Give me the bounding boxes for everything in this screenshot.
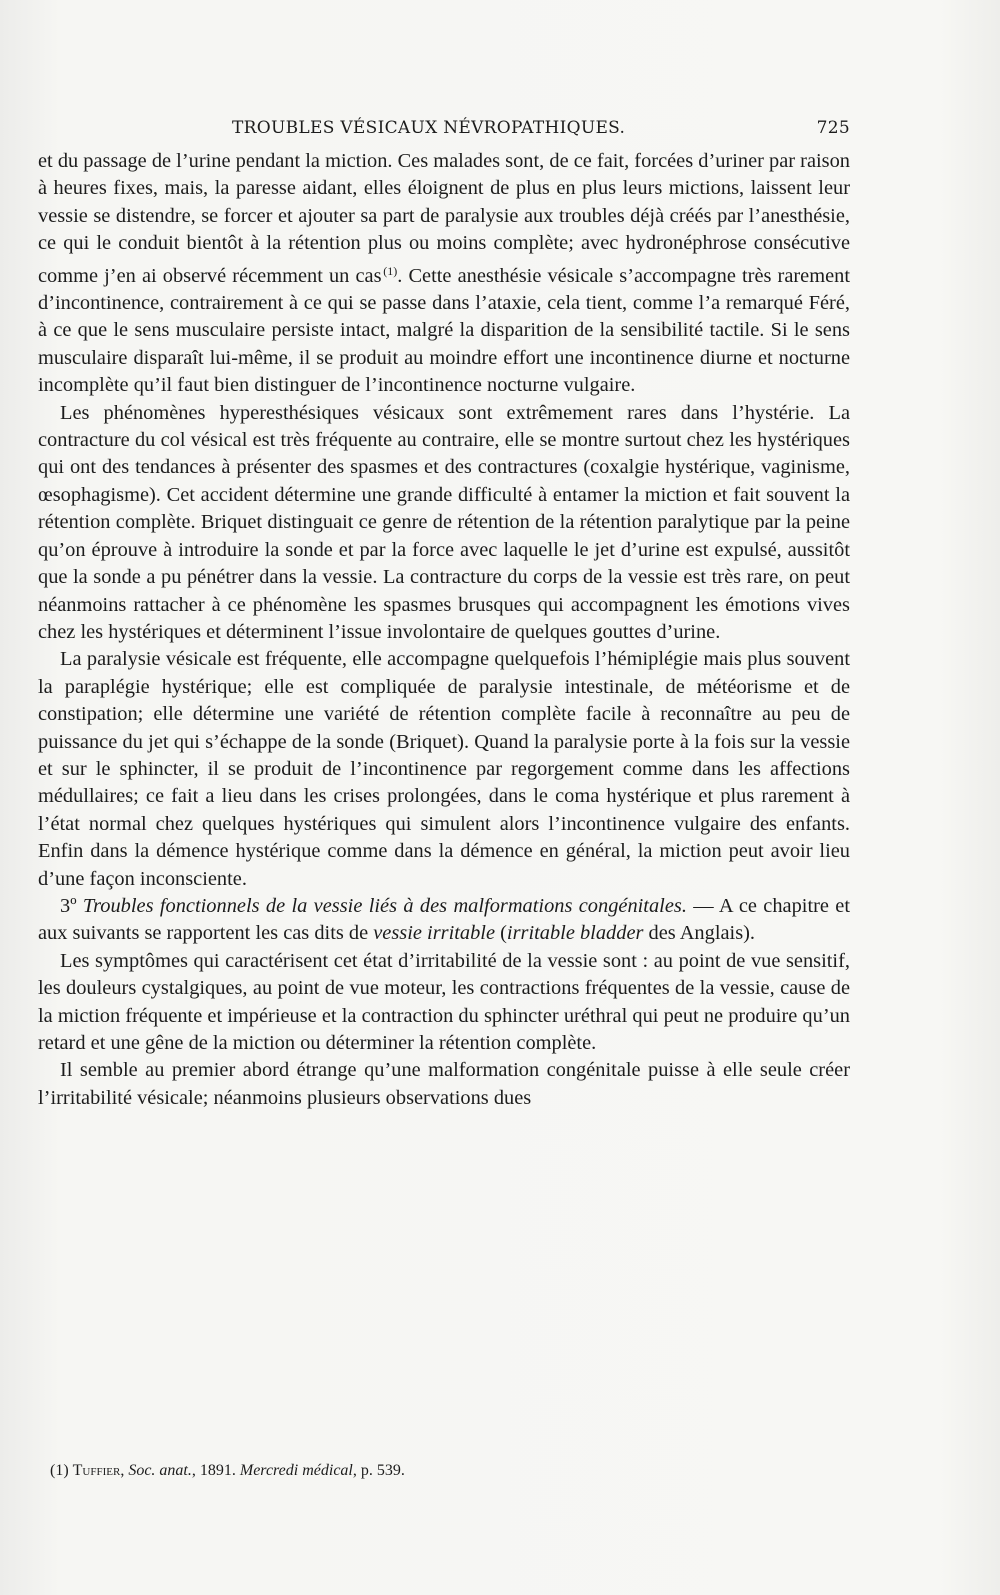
running-header <box>232 118 850 138</box>
paragraph-5: Il semble au premier abord étrange qu’une malformation congénitale puisse à elle seule créer l’irritabilité vésicale; néanmoins plusieurs observations dues <box>38 1059 850 1109</box>
main-text <box>38 148 850 1112</box>
footnote: (1) Tuffier, Soc. anat., 1891. Mercredi médical, p. 539. <box>50 1462 405 1479</box>
paragraph-1: et du passage de l’urine pendant la miction. Ces malades sont, de ce fait, forcées d’uriner par raison à heures fixes, mais, la paresse aidant, elles éloignent de plus en plus leurs mictions, laissent leur vessie se distendre, se forcer et ajouter sa part de paralysie aux troubles déjà créés par l’anesthésie, ce qui le conduit bientôt à la rétention plus ou moins complète; avec hydronéphrose consécutive comme j’en ai observé récemment un cas $^{(1)}$. Cette anesthésie vésicale s’accompagne très rarement d’incontinence, contrairement à ce qui se passe dans l’ataxie, cela tient, comme l’a remarqué Féré, à ce que le sens musculaire persiste intact, malgré la disparition de la sensibilité tactile. Si le sens musculaire disparaît lui-même, il se produit au moindre effort une incontinence diurne et nocturne incomplète qu’il faut bien distinguer de l’incontinence nocturne vulgaire. <box>38 150 851 397</box>
paragraph-4: Les symptômes qui caractérisent cet état d’irritabilité de la vessie sont : au point de vue sensitif, les douleurs cystalgiques, au point de vue moteur, les contractions fréquentes de la vessie, cause de la miction fréquente et impérieuse et la contraction du sphincter uréthral qui peut ne produire qu’un retard et une gêne de la miction ou déterminer la rétention complète. <box>38 949 850 1054</box>
footnote-author: Tuffier <box>72 1462 121 1479</box>
paragraph-3: La paralysie vésicale est fréquente, elle accompagne quelquefois l’hémiplégie mais plus souvent la paraplégie hystérique; elle est compliquée de paralysie intestinale, de météorisme et de constipation; elle détermine une variété de rétention complète facile à reconnaître au peu de puissance du jet qui s’échappe de la sonde (Briquet). Quand la paralysie porte à la fois sur la vessie et sur le sphincter, il se produit de l’incontinence par regorgement comme dans les affections médullaires; ce fait a lieu dans les crises prolongées, dans le coma hystérique et plus rarement à l’état normal chez quelques hystériques qui simulent alors l’incontinence vulgaire des enfants. Enfin dans la démence hystérique comme dans la démence en général, la miction peut avoir lieu d’une façon inconsciente. <box>38 648 850 890</box>
section-title: Troubles fonctionnels de la vessie liés à des malformations congénitales. <box>82 894 687 917</box>
term-vessie-irritable: vessie irritable <box>373 922 496 945</box>
paragraph-2: Les phénomènes hyperesthésiques vésicaux sont extrêmement rares dans l’hystérie. La contracture du col vésical est très fréquente au contraire, elle se montre surtout chez les hystériques qui ont des tendances à présenter des spasmes et des contractures (coxalgie hystérique, vaginisme, œsophagisme). Cet accident détermine une grande difficulté à entamer la miction et fait souvent la rétention complète. Briquet distinguait ce genre de rétention de la rétention paralytique par la peine qu’on éprouve à introduire la sonde et par la force avec laquelle le jet d’urine est expulsé, aussitôt que la sonde a pu pénétrer dans la vessie. La contracture du corps de la vessie est très rare, on peut néanmoins rattacher à ce phénomène les spasmes brusques qui accompagnent les émotions vives chez les hystériques et déterminent l’issue involontaire de quelques gouttes d’urine. <box>38 401 850 643</box>
term-irritable-bladder: irritable bladder <box>506 922 644 945</box>
footnote-marker: (1) <box>50 1462 69 1479</box>
footnote-call: (1) <box>383 263 398 278</box>
page-number: 725 <box>816 118 850 138</box>
header-title: TROUBLES VÉSICAUX NÉVROPATHIQUES. <box>232 118 626 138</box>
footnote-source-2: Mercredi médical <box>239 1462 353 1479</box>
footnote-source-1: Soc. anat. <box>128 1462 192 1479</box>
section-3-heading: 3º Troubles fonctionnels de la vessie liés à des malformations congénitales. — A ce chapitre et aux suivants se rapportent les cas dits de vessie irritable (irritable bladder des Anglais). <box>38 894 851 945</box>
section-number: 3º <box>60 894 77 917</box>
